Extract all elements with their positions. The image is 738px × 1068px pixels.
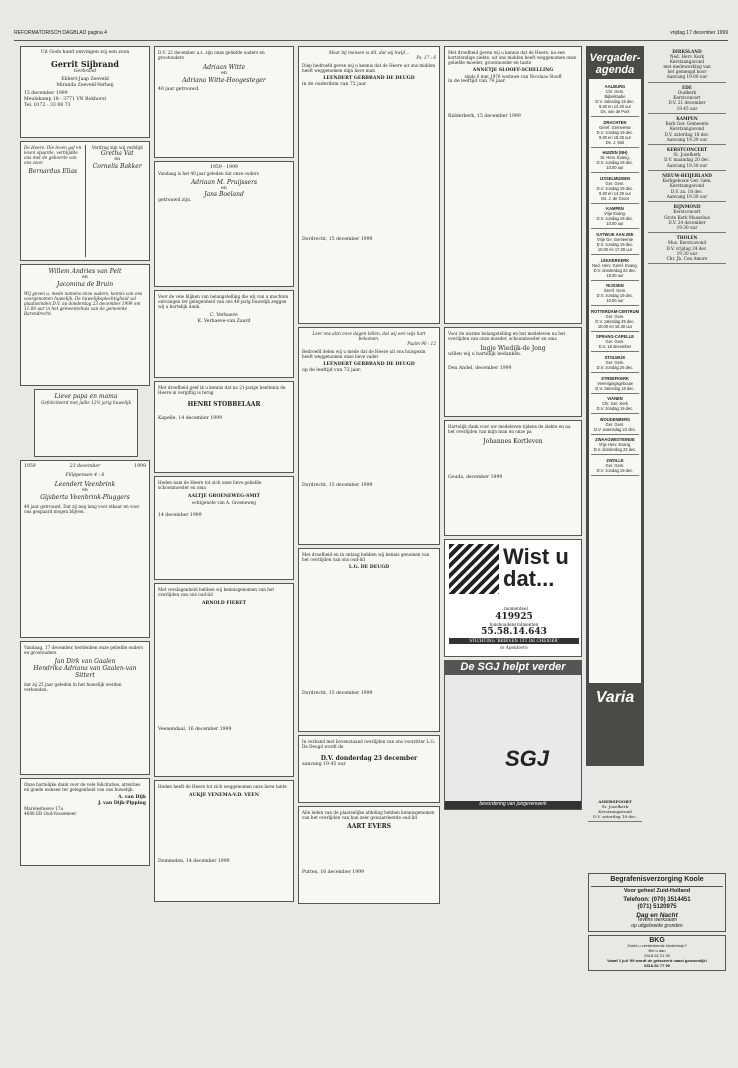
fieret-name: ARNOLD FIERET bbox=[201, 601, 247, 606]
right-agenda-item bbox=[648, 173, 726, 201]
deugd1-ref: Ps. 17 : 6 bbox=[416, 55, 436, 60]
agenda-item bbox=[591, 150, 639, 173]
anniv-name-2: Gijsberta Veenbrink-Pluggers bbox=[40, 493, 130, 501]
right-agenda-city: NIEUW-BEIJERLAND bbox=[662, 173, 712, 179]
congratulation-box bbox=[34, 389, 138, 457]
right-agenda-divider bbox=[648, 144, 726, 145]
agenda-city: SPRANG-CAPELLE bbox=[596, 334, 634, 340]
anniversary-witte bbox=[154, 46, 294, 158]
birth-and-engagement bbox=[20, 141, 150, 261]
anniversary-pruijssers bbox=[154, 161, 294, 287]
child-callname: Gerbrand bbox=[73, 68, 97, 74]
right-agenda-details: Kerkgebouw Ger. Gem. Kerstzangavond D.V. za. 18 dec. Aanvang 19.30 uur bbox=[662, 178, 712, 199]
wist-amount: 55.58.14.643 bbox=[481, 627, 547, 638]
address: Meulekamp 18 - 3771 VN Bokhorst Tel. 0172 - 33 88 73 bbox=[24, 96, 107, 108]
witte-and: en bbox=[221, 71, 227, 76]
funeral-phone: Telefoon: (070) 3514451 (071) 5120975 bbox=[623, 896, 691, 910]
agenda-city: ROTTERDAM-CENTRUM bbox=[591, 308, 639, 314]
right-agenda-city: RIJNMOND bbox=[673, 204, 701, 210]
agenda-item bbox=[591, 376, 639, 394]
agenda-city: STREEFKERK bbox=[601, 375, 629, 381]
agenda-item bbox=[591, 334, 639, 352]
right-agenda-city: DIRKSLAND bbox=[672, 49, 702, 54]
agenda-divider bbox=[591, 393, 639, 394]
right-agenda-details: St. Jozefkerk D.V. maandag 20 dec. Aanvang 19.30 uur bbox=[664, 152, 710, 168]
kortleven-intro: Hartelijk dank voor uw medeleven tijdens de ziekte en na het overlijden van mijn man en onze pa bbox=[448, 424, 571, 434]
thanks-kortleven bbox=[444, 420, 582, 536]
obituary-evers bbox=[298, 806, 440, 904]
stobbelaar-name: HENRI STOBBELAAR bbox=[187, 401, 261, 408]
evers-intro: Alle leden van de plaatselijke afdeling hebben kennisgenomen van het overlijden van hun zeer gewaardeerde oud-lid bbox=[302, 810, 435, 820]
agenda-item bbox=[591, 84, 639, 117]
pruijssers-intro: Vandaag is het 40 jaar geleden dat onze ouders bbox=[158, 170, 259, 176]
agenda-divider bbox=[591, 305, 639, 306]
meeting-date: D.V. donderdag 23 december bbox=[320, 755, 418, 762]
thanks-signature: A. van Dijk J. van Dijk-Pipping bbox=[98, 795, 146, 806]
funeral-daynight: Dag en Nacht bbox=[636, 911, 678, 919]
birth-text: De Heere. Die leven gaf en leven spaarde, verblijdde ons met de geboorte van ons zoon bbox=[24, 145, 82, 165]
obituary-venema bbox=[154, 780, 294, 902]
agenda-city: ZWAAGWESTEINDE bbox=[595, 437, 635, 443]
agenda-item bbox=[591, 309, 639, 332]
pruijssers-name-2: Jans Boeland bbox=[204, 191, 244, 199]
right-column bbox=[648, 46, 726, 786]
wiedijk-intro: Voor de warme belangstelling en het medeleven na het overlijden van onze moeder, schoonmoeder en oma bbox=[448, 331, 566, 341]
agenda-divider bbox=[591, 413, 639, 414]
deugd1-verse: Maar bij mensen is dit, dat wij kwijt... bbox=[328, 50, 410, 55]
wist-count: 419925 bbox=[495, 611, 533, 622]
bkg-logo: BKG bbox=[649, 937, 665, 945]
groeneweg-sub: echtgenote van A. Groeneweg bbox=[192, 499, 256, 505]
bkg-text: Zoekt u versterkende kinderhulp? Bel u dan 0318-52 21 99 bbox=[627, 943, 687, 959]
obituary-fieret bbox=[154, 583, 294, 777]
congrats-title: Lieve papa en mama bbox=[54, 393, 118, 400]
agenda-divider bbox=[591, 475, 639, 476]
deugd2-intro: Bedroefd delen wij u mede dat de Heere uit ons huisgezin heeft weggenomen onze lieve vader bbox=[302, 349, 426, 359]
anniv-date: 23 december bbox=[69, 464, 101, 469]
sgj-footer: bevordering van jongerenwerk bbox=[445, 801, 581, 809]
agenda-details: Ger. Gem. D.V. woensdag 22 dec. bbox=[594, 421, 636, 432]
header-rule bbox=[14, 40, 728, 41]
agenda-divider bbox=[591, 147, 639, 148]
agenda-city: DRACHTEN bbox=[603, 119, 627, 125]
witte-name-1: Adriaan Witte bbox=[202, 64, 246, 71]
engaged-name-2: Cornelis Bakker bbox=[92, 162, 142, 170]
agenda-divider bbox=[591, 331, 639, 332]
anniv-verse: Filippensen 4 : 6 bbox=[65, 472, 105, 478]
page-date: vrijdag 17 december 1999 bbox=[670, 30, 728, 36]
right-agenda-city: EDE bbox=[681, 85, 692, 91]
evers-place: Putten, 16 december 1999 bbox=[302, 870, 364, 875]
sgj-logo: SGJ bbox=[505, 746, 550, 771]
agenda-item bbox=[591, 437, 639, 455]
right-agenda-city: THOLEN bbox=[676, 235, 698, 241]
obituary-slooff bbox=[444, 46, 582, 324]
pruijssers-name-1: Adriaan M. Pruijssers bbox=[190, 178, 258, 186]
funeral-sub: Voor geheel Zuid-Holland bbox=[623, 888, 691, 894]
obituary-groeneweg bbox=[154, 476, 294, 580]
agenda-item bbox=[591, 417, 639, 435]
deugd2-verse: Leer ons alzo onze dagen tellen, dat wij een wijs hart bekomen. bbox=[312, 331, 426, 341]
wedding-text: Wij geven u, mede namens onze ouders, kennis van ons voorgenomen huwelijk. De huwelijksplechtigheid zal plaatsvinden D.V. op donderdag 23 december 1999 om 11.00 uur in het gemeentehuis van de gemeente Barendrecht. bbox=[24, 290, 143, 316]
agenda-details: Ger. Gem. D.V. zondag 19 dec. bbox=[596, 462, 634, 473]
remembrance-name-2: Hendrika Adriana van Gaalen-van Sittert bbox=[33, 665, 137, 679]
agenda-details: Ger. Gem. D.V. zondag 19 dec. 9.30 en 14.30 uur Ds. J. de Groot bbox=[596, 180, 634, 201]
slooff-age: in de leeftijd van 79 jaar. bbox=[448, 78, 506, 84]
deugd3-place: Dordrecht, 15 december 1999 bbox=[302, 690, 373, 696]
agenda-item bbox=[591, 283, 639, 306]
sgj-ad bbox=[444, 660, 582, 810]
right-agenda-details: Ned. Herv. Kerk Kerstzangavond met medewerking van het gemengd koor Aanvang 19.00 uur bbox=[663, 54, 711, 80]
slooff-name: ANNETJE SLOOFF-SCHELLING bbox=[472, 68, 554, 73]
bkg-ad bbox=[588, 935, 726, 971]
bkg-phone: 0318-52 77 99 bbox=[644, 963, 670, 969]
anniv-text: 40 jaar getrouwd. Dat zij nog lang voor elkaar en voor ons gespaard mogen blijven. bbox=[24, 503, 140, 514]
child-name: Gerrit Sijbrand bbox=[51, 58, 119, 69]
funeral-section bbox=[588, 870, 726, 971]
wist-u-dat-ad bbox=[444, 539, 582, 657]
bkg-line: Vanaf 1 juli '99 wordt de getaxeerd naast gewoonlijk! bbox=[607, 958, 707, 964]
pruijssers-head: 1959 - 1999 bbox=[210, 165, 238, 170]
slooff-sub: sinds 6 mei 1976 weduwe van Nicolaas Slooff bbox=[464, 73, 562, 79]
slooff-place: Ridderkerk, 15 december 1999 bbox=[448, 114, 521, 120]
deugd2-name: LEENDERT GERBRAND DE DEUGD bbox=[323, 362, 415, 367]
right-agenda-divider bbox=[648, 263, 726, 264]
deugd1-place: Dordrecht, 15 december 1999 bbox=[302, 237, 373, 243]
agenda-divider bbox=[591, 116, 639, 117]
anniv-year-start: 1959 bbox=[24, 464, 36, 469]
venema-intro: Heden heeft de Heere tot zich weggenomen onze lieve tante bbox=[158, 784, 287, 789]
stobbelaar-intro: Met droefheid geef ik u kennis dat na 21-jarige beeltenis de Heere in vergiftig is terug bbox=[158, 385, 286, 395]
agenda-city: IJSSELMUIDEN bbox=[599, 175, 631, 181]
wist-title: Wist u dat... bbox=[503, 544, 569, 591]
remembrance-name-1: Jan Dirk van Gaalen bbox=[54, 658, 116, 665]
agenda-details: Vrije Herv. Evang. D.V. donderdag 23 dec. bbox=[593, 442, 637, 453]
remembrance-text: dat zij 25 jaar geleden in het huwelijk werden verbonden. bbox=[24, 682, 122, 692]
sgj-band: De SGJ helpt verder bbox=[445, 661, 581, 675]
anniv-year-end: 1999 bbox=[134, 464, 146, 469]
agenda-divider bbox=[591, 372, 639, 373]
pruijssers-and: en bbox=[221, 185, 227, 191]
deugd1-intro: Diep bedroefd geven wij u kennis dat de Heere uit ons midden heeft weggenomen mijn lieve man bbox=[302, 63, 436, 73]
congrats-sub: Gefeliciteerd met jullie 12½ jarig huwelijk bbox=[41, 400, 131, 405]
agenda-details: Chr. Gem. Bijbelstudie D.V. zaterdag 18 dec. 9.30 en 14.30 uur Ds. van de Poel bbox=[595, 89, 635, 114]
varia-item bbox=[588, 799, 642, 822]
right-agenda-divider bbox=[648, 113, 726, 114]
agenda-details: Vrije Evang. D.V. zondag 19 dec. 10.00 uur bbox=[596, 211, 634, 227]
agenda-divider bbox=[591, 351, 639, 352]
wist-sub: te Apeldoorn bbox=[500, 644, 528, 650]
obituary-stobbelaar bbox=[154, 381, 294, 473]
agenda-details: Verenigingsgebouw D.V. zaterdag 18 dec. bbox=[595, 380, 635, 391]
agenda-item bbox=[591, 258, 639, 281]
venema-name: AUKJE VENEMA-V.D. VEEN bbox=[189, 793, 259, 798]
engagement-intro: Verdrag zijn wij verblijd bbox=[91, 145, 143, 150]
agenda-city: HUIZEN (NH) bbox=[602, 150, 628, 156]
birth-child-name: Bernardus Elias bbox=[28, 168, 78, 175]
remembrance-intro: Vandaag, 17 december, herdenken onze geliefde ouders en grootouders bbox=[24, 645, 144, 655]
thanks-text: Onze hartelijke dank voor de vele felicitaties, attenties en goede wensen ter gelegenheid van ons huwelijk. bbox=[24, 782, 141, 792]
kortleven-name: Johannes Kortleven bbox=[483, 438, 543, 445]
obituary-de-deugd-2 bbox=[298, 327, 440, 545]
right-agenda-item bbox=[648, 147, 726, 170]
agenda-item bbox=[591, 232, 639, 255]
fieret-intro: Met verslagenheid hebben wij kennisgenomen van het overlijden van ons oud-lid bbox=[158, 587, 275, 597]
right-agenda-details: Oudkerk Kerstconcert D.V. 21 december 19.45 uur bbox=[668, 90, 706, 111]
column-2 bbox=[154, 46, 294, 905]
right-agenda-details: Kerstconcert Grote Kerk Maassluis D.V. 24 december 19.30 uur bbox=[664, 209, 710, 230]
stripes-graphic-icon bbox=[449, 544, 499, 594]
funeral-title: Begrafenisverzorging Koole bbox=[591, 876, 723, 887]
agenda-details: Geref. Gemeente D.V. zondag 19 dec. 9.30 en 18.30 uur Ds. J. Mol bbox=[596, 124, 634, 145]
agenda-item bbox=[591, 120, 639, 148]
evers-name: AART EVERS bbox=[347, 823, 391, 830]
agenda-details: St. Herv. Evang. D.V. zondag 19 dec. 10.00 uur bbox=[596, 155, 634, 171]
page-header bbox=[14, 30, 728, 40]
right-agenda-divider bbox=[648, 82, 726, 83]
verhaeve-signature: C. Verhaeve K. Verhaeve-van Zaard bbox=[197, 313, 251, 324]
deugd1-age: in de ouderdom van 72 jaar bbox=[302, 81, 367, 87]
varia-title: Varia bbox=[586, 686, 644, 710]
meeting-intro: In verband met bovenstaand overlijden van ons voorzitter L.G. De Deugd wordt de bbox=[302, 739, 436, 749]
column-4 bbox=[444, 46, 582, 810]
stobbelaar-place: Kapelle, 14 december 1999 bbox=[158, 416, 223, 421]
venema-place: Dommelen, 14 december 1999 bbox=[158, 858, 230, 864]
right-agenda-city: KERSTCONCERT bbox=[666, 147, 708, 153]
engaged-name-1: Gretha Vat bbox=[100, 150, 134, 157]
agenda-city: RIJSSEN bbox=[606, 283, 624, 289]
obituary-de-deugd-1 bbox=[298, 46, 440, 324]
right-agenda-item bbox=[648, 204, 726, 232]
kortleven-place: Gouda, december 1999 bbox=[448, 475, 503, 480]
varia-details: St. Jozefkerk Kerstzangavond D.V. zaterdag 18 dec. bbox=[592, 804, 638, 819]
wiedijk-text: willen wij u hartelijk bedanken. bbox=[448, 352, 522, 357]
agenda-city: STOLWIJK bbox=[604, 354, 626, 360]
wist-stats-label: ...momenteel bbox=[500, 606, 528, 611]
announcement-intro: Uit Gods hand ontvingen wij een zoon bbox=[40, 50, 130, 55]
wiedijk-name: Ingje Wiedijk-de Jong bbox=[480, 345, 546, 352]
varia-city: AMERSFOORT bbox=[598, 799, 632, 804]
right-agenda-divider bbox=[648, 232, 726, 233]
anniversary-announcement bbox=[20, 460, 150, 638]
deugd3-intro: Met droefheid en in ontzag hebben wij kennis genomen van het overlijden van ons oud-lid bbox=[302, 552, 430, 562]
right-agenda-details: Muz. Kerstcavond D.V. vrijdag 24 dec. 19.30 uur Chr. Jb. Con Amore bbox=[666, 240, 708, 261]
varia-divider bbox=[588, 821, 642, 822]
thanks-wiedijk bbox=[444, 327, 582, 417]
agenda-details: Ger. Gem. D.V. zaterdag 25 dec. 10.00 en 15.30 uur bbox=[595, 313, 635, 329]
deugd3-name: L.G. DE DEUGD bbox=[348, 565, 390, 570]
agenda-city: VIANEN bbox=[607, 396, 623, 402]
groeneweg-intro: Heden nam de Heere tot zich onze lieve geliefde schoonmoeder en oma bbox=[158, 480, 262, 490]
agenda-item bbox=[591, 355, 639, 373]
agenda-list bbox=[589, 79, 641, 683]
agenda-title: Vergader-agenda bbox=[589, 52, 641, 76]
engaged-and: en bbox=[114, 157, 121, 162]
bride-name: Jacomina de Bruin bbox=[56, 280, 114, 288]
verhaeve-text: Voor de vele blijken van belangstelling die wij van u mochten ontvangen ter gelegenheid van ons 40-jarig huwelijk zeggen wij u hartelijk dank. bbox=[158, 294, 289, 309]
agenda-details: Ned. Herv. Geref. Evang. D.V. donderdag 23 dec. 19.30 uur bbox=[592, 262, 638, 278]
deugd1-name: LEENDERT GERBRAND DE DEUGD bbox=[323, 76, 415, 81]
right-agenda-list bbox=[648, 46, 726, 786]
groom-name: Willem Andries van Pelt bbox=[48, 268, 122, 275]
wedding-and: en bbox=[82, 275, 88, 280]
agenda-divider bbox=[591, 203, 639, 204]
witte-name-2: Adriana Witte-Hoogesteger bbox=[182, 76, 266, 84]
agenda-details: Vrije Ge. Gemeente D.V. zondag 19 dec. 10.00 en 17.00 uur bbox=[596, 236, 634, 252]
pruijssers-text: getrouwd zijn. bbox=[158, 198, 192, 204]
agenda-divider bbox=[591, 228, 639, 229]
meeting-postponed bbox=[298, 735, 440, 803]
right-agenda-item bbox=[648, 235, 726, 263]
birth-date: 15 december 1999 bbox=[24, 91, 68, 97]
funeral-note: Tevens werkzaam op uitgebreide gronden bbox=[631, 917, 683, 929]
slooff-intro: Met droefheid geven wij u kennis dat de Heere, na een kortstondige ziekte, uit ons midden heeft weggenomen onze geliefde moeder, grootmoeder en tante bbox=[448, 50, 577, 65]
right-agenda-city: KAMPEN bbox=[676, 116, 698, 122]
agenda-city: KAMPEN bbox=[606, 206, 624, 212]
right-agenda-item bbox=[648, 116, 726, 144]
paper-name: REFORMATORISCH DAGBLAD pagina 4 bbox=[14, 30, 107, 36]
agenda-city: LEKKERKERK bbox=[600, 257, 630, 263]
agenda-item bbox=[591, 176, 639, 204]
column-3 bbox=[298, 46, 440, 907]
witte-intro: D.V. 22 december a.s. zijn onze geliefde ouders en grootouders bbox=[158, 50, 265, 60]
agenda-details: Chr. Ger. Kerk D.V. zondag 19 dec. bbox=[596, 401, 634, 412]
anniv-and: en bbox=[82, 488, 88, 494]
witte-text: 40 jaar getrouwd. bbox=[158, 86, 200, 92]
agenda-divider bbox=[591, 434, 639, 435]
right-agenda-divider bbox=[648, 201, 726, 202]
agenda-item bbox=[591, 458, 639, 476]
deugd2-place: Dordrecht, 15 december 1999 bbox=[302, 483, 373, 489]
right-agenda-details: Kerk Ger. Gemeente Kerstzangavond D.V. zaterdag 18 dec. Aanvang 19.30 uur bbox=[664, 121, 710, 142]
agenda-sidebar bbox=[586, 46, 644, 766]
agenda-divider bbox=[591, 254, 639, 255]
column-1 bbox=[20, 46, 150, 869]
meeting-time: aanvang 19.45 uur bbox=[302, 762, 346, 767]
birth-announcement-1 bbox=[20, 46, 150, 138]
anniv-name-1: Leendert Veenbrink bbox=[54, 481, 116, 489]
agenda-city: WOUDENBERG bbox=[599, 416, 631, 422]
agenda-item bbox=[591, 206, 639, 229]
agenda-divider bbox=[591, 454, 639, 455]
wedding-announcement bbox=[20, 264, 150, 386]
right-agenda-divider bbox=[648, 170, 726, 171]
varia-list bbox=[588, 796, 642, 824]
agenda-details: Geref. Gem. D.V. zondag 19 dec. 10.00 uur bbox=[596, 288, 634, 304]
deugd2-ref: Psalm 90 : 12 bbox=[407, 341, 436, 346]
deugd2-age: op de leeftijd van 72 jaar. bbox=[302, 367, 362, 373]
wiedijk-place: Den Andel, december 1999 bbox=[448, 365, 512, 371]
right-agenda-item bbox=[648, 49, 726, 82]
groeneweg-date: 14 december 1999 bbox=[158, 512, 202, 518]
agenda-item bbox=[591, 396, 639, 414]
thanks-verhaeve bbox=[154, 290, 294, 378]
agenda-divider bbox=[591, 280, 639, 281]
right-agenda-item bbox=[648, 85, 726, 113]
agenda-city: ZWOLLE bbox=[606, 457, 624, 463]
funeral-ad bbox=[588, 873, 726, 932]
agenda-city: KATWIJK AAN ZEE bbox=[596, 231, 634, 237]
wist-foundation: STICHTING 'BRIEVEN UIT DE CHEIDER' bbox=[449, 638, 579, 644]
agenda-city: AALBURG bbox=[604, 84, 626, 89]
agenda-details: Ger. Gem. D.V. 18 december bbox=[598, 339, 632, 350]
thanks-announcement bbox=[20, 778, 150, 866]
agenda-divider bbox=[591, 172, 639, 173]
wist-label2: huishoudensrolmenten bbox=[489, 621, 539, 627]
obituary-de-deugd-3 bbox=[298, 548, 440, 732]
groeneweg-name: AALTJE GROENEWEG-SMIT bbox=[187, 494, 261, 499]
fieret-place: Veenendaal, 16 december 1999 bbox=[158, 726, 232, 732]
thanks-address: Maroleshoeve 17a 4688 EB Oud-Vossemeer bbox=[24, 806, 77, 817]
parents-names: Ebbert-Jaap Zeeveld Miranda Zeeveld-Verheij bbox=[56, 77, 114, 88]
agenda-details: Ger. Gem. D.V. zondag 26 dec. bbox=[596, 359, 634, 370]
remembrance-announcement bbox=[20, 641, 150, 775]
